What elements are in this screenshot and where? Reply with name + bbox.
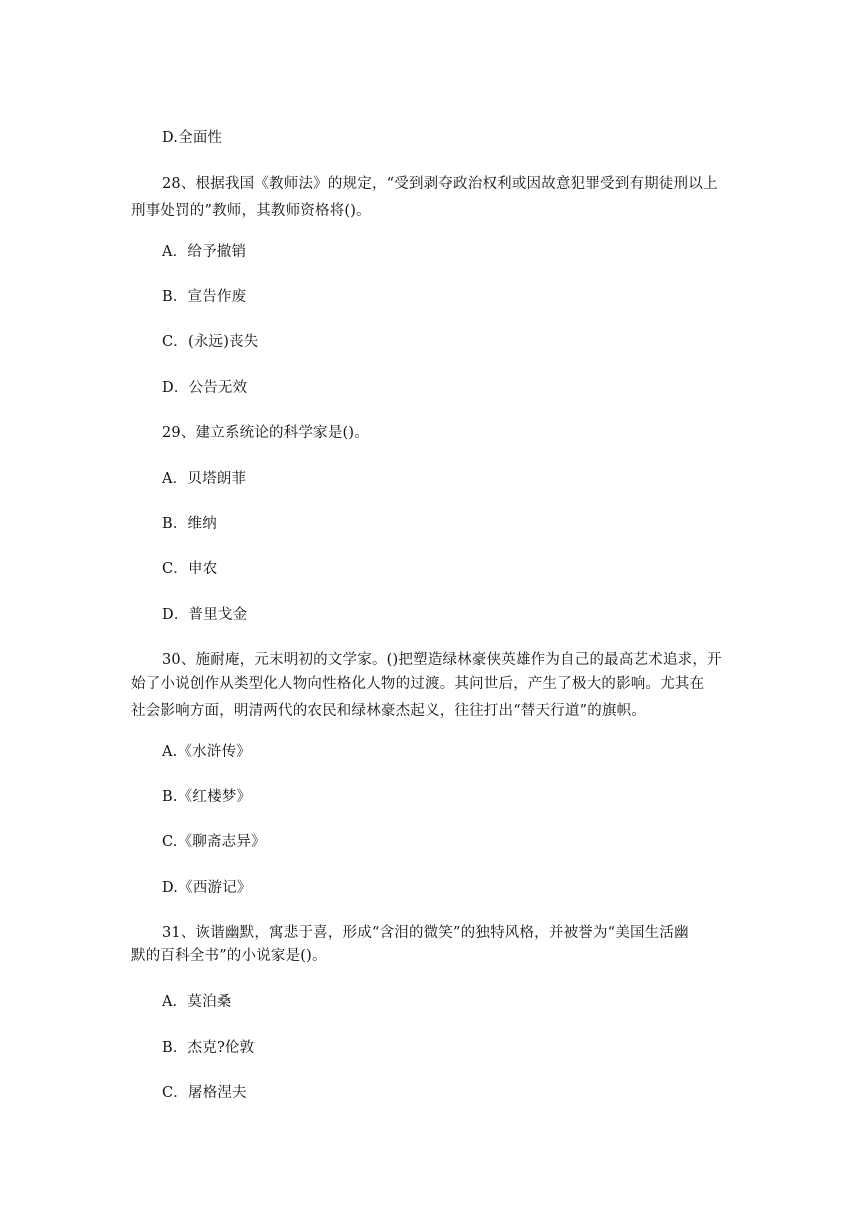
- question-28-line-1: 28、根据我国《教师法》的规定，“受到剥夺政治权利或因故意犯罪受到有期徒刑以上: [162, 176, 718, 192]
- question-31-line-2: 默的百科全书”的小说家是()。: [131, 948, 327, 964]
- question-30-option-c: C.《聊斋志异》: [162, 834, 266, 850]
- question-28-option-c: C．(永远)丧失: [162, 334, 259, 350]
- question-30-line-2: 始了小说创作从类型化人物向性格化人物的过渡。其问世后，产生了极大的影响。尤其在: [131, 676, 705, 692]
- question-29-line-1: 29、建立系统论的科学家是()。: [162, 425, 369, 441]
- question-31-option-b: B．杰克?伦敦: [162, 1040, 255, 1056]
- question-29-option-b: B．维纳: [162, 516, 217, 532]
- question-31-option-c: C．屠格涅夫: [162, 1085, 247, 1101]
- question-30-option-a: A.《水浒传》: [162, 744, 251, 760]
- option-d-previous: D.全面性: [162, 130, 223, 146]
- question-28-option-a: A．给予撤销: [162, 244, 247, 260]
- question-30-line-3: 社会影响方面，明清两代的农民和绿林豪杰起义，往往打出“替天行道”的旗帜。: [131, 703, 647, 719]
- question-31-line-1: 31、诙谐幽默，寓悲于喜，形成“含泪的微笑”的独特风格，并被誉为“美国生活幽: [162, 925, 689, 941]
- question-30-line-1: 30、施耐庵，元末明初的文学家。()把塑造绿林豪侠英雄作为自己的最高艺术追求，开: [162, 652, 722, 668]
- question-28-option-d: D．公告无效: [162, 380, 248, 396]
- question-28-line-2: 刑事处罚的”教师，其教师资格将()。: [131, 203, 371, 219]
- question-31-option-a: A．莫泊桑: [162, 994, 232, 1010]
- question-30-option-d: D.《西游记》: [162, 880, 252, 896]
- question-29-option-d: D．普里戈金: [162, 607, 248, 623]
- question-29-option-c: C．申农: [162, 561, 218, 577]
- question-28-option-b: B．宣告作废: [162, 289, 247, 305]
- question-30-option-b: B.《红楼梦》: [162, 789, 252, 805]
- question-29-option-a: A．贝塔朗菲: [162, 471, 247, 487]
